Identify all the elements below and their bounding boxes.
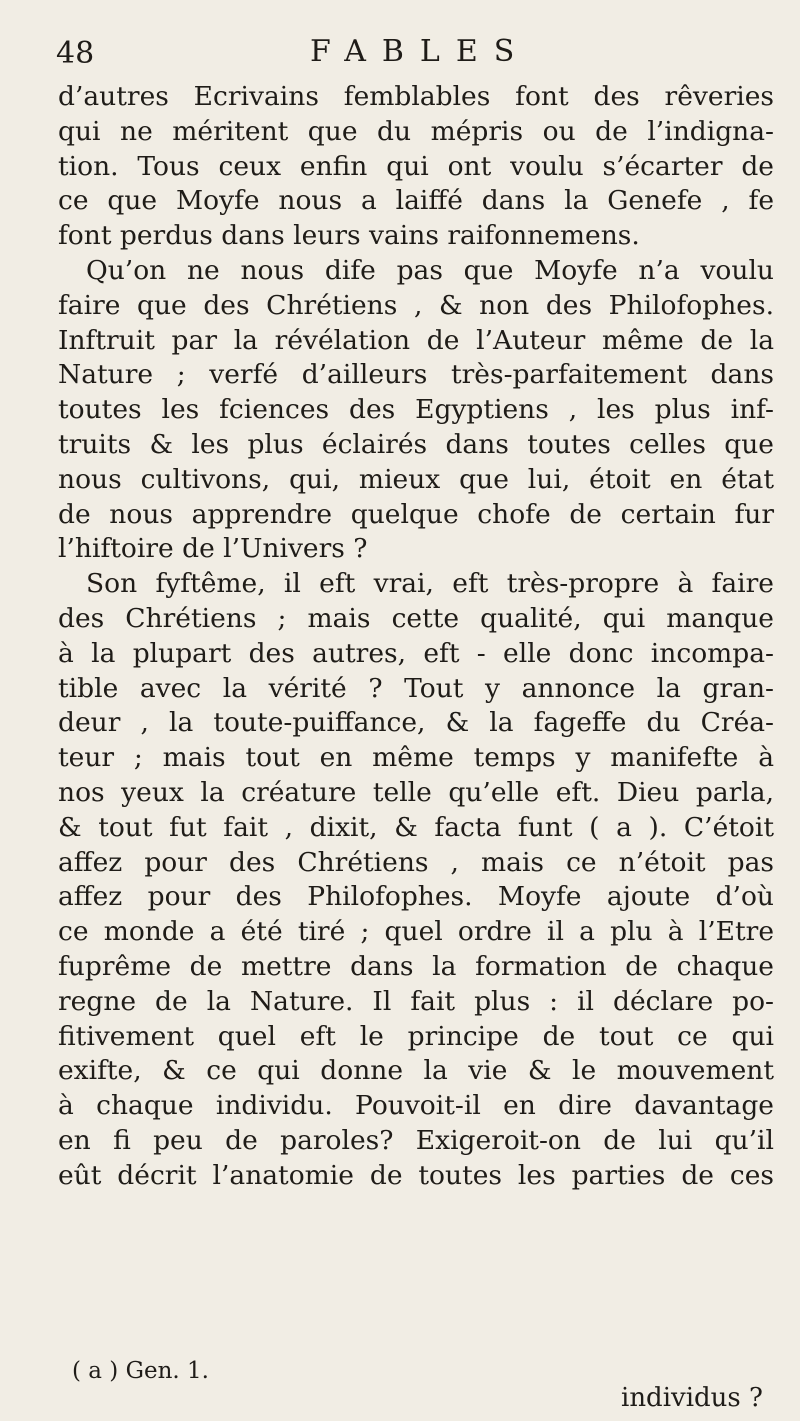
text-line: qui ne méritent que du mépris ou de l’indigna- xyxy=(58,115,774,147)
body-text xyxy=(58,80,774,1194)
text-line: faire que des Chrétiens , & non des Philofophes. xyxy=(58,289,774,321)
text-line: à chaque individu. Pouvoit-il en dire davantage xyxy=(58,1090,774,1122)
text-line: toutes les fciences des Egyptiens , les plus inf- xyxy=(58,394,774,426)
text-line: des Chrétiens ; mais cette qualité, qui manque xyxy=(58,602,774,634)
text-line: ce que Moyfe nous a laiffé dans la Genefe , fe xyxy=(58,185,774,217)
catchword: individus ? xyxy=(621,1383,763,1413)
text-line: d’autres Ecrivains femblables font des rêveries xyxy=(58,81,774,112)
running-title: FABLES xyxy=(310,34,531,69)
text-line: Inftruit par la révélation de l’Auteur même de la xyxy=(58,324,774,356)
text-line: eût décrit l’anatomie de toutes les parties de ces xyxy=(58,1159,774,1191)
text-line: Son fyftême, il eft vrai, eft très-propre à faire xyxy=(86,568,774,600)
text-line: nos yeux la créature telle qu’elle eft. Dieu parla, xyxy=(58,776,774,808)
text-line: & tout fut fait , dixit, & facta funt ( a ). C’étoit xyxy=(58,811,774,843)
text-line: teur ; mais tout en même temps y manifefte à xyxy=(58,742,774,774)
text-line: Qu’on ne nous dife pas que Moyfe n’a voulu xyxy=(86,254,774,286)
text-line: truits & les plus éclairés dans toutes celles que xyxy=(58,428,774,460)
text-line: ce monde a été tiré ; quel ordre il a plu à l’Etre xyxy=(58,916,774,948)
text-line: exifte, & ce qui donne la vie & le mouvement xyxy=(58,1055,774,1087)
text-line: de nous apprendre quelque chofe de certain fur xyxy=(58,498,774,530)
text-line: fuprême de mettre dans la formation de chaque xyxy=(58,950,774,982)
text-line: à la plupart des autres, eft - elle donc incompa- xyxy=(58,637,774,669)
text-line: affez pour des Chrétiens , mais ce n’étoit pas xyxy=(58,846,774,878)
page-header xyxy=(56,30,760,70)
text-line: l’hiftoire de l’Univers ? xyxy=(58,533,368,565)
text-line: deur , la toute-puiffance, & la fageffe du Créa- xyxy=(58,707,774,739)
text-line: tible avec la vérité ? Tout y annonce la gran- xyxy=(58,672,774,704)
text-line: Nature ; verfé d’ailleurs très-parfaitement dans xyxy=(58,359,774,391)
page-number: 48 xyxy=(56,36,95,71)
text-line: en fi peu de paroles? Exigeroit-on de lui qu’il xyxy=(58,1124,774,1156)
text-line: affez pour des Philofophes. Moyfe ajoute d’où xyxy=(58,881,774,913)
text-line: fitivement quel eft le principe de tout ce qui xyxy=(58,1020,774,1052)
footnote: ( a ) Gen. 1. xyxy=(72,1358,209,1384)
text-line: font perdus dans leurs vains raifonnemens. xyxy=(58,220,640,252)
text-line: tion. Tous ceux enfin qui ont voulu s’écarter de xyxy=(58,150,774,182)
text-line: regne de la Nature. Il fait plus : il déclare po- xyxy=(58,985,774,1017)
text-line: nous cultivons, qui, mieux que lui, étoit en état xyxy=(58,463,774,495)
